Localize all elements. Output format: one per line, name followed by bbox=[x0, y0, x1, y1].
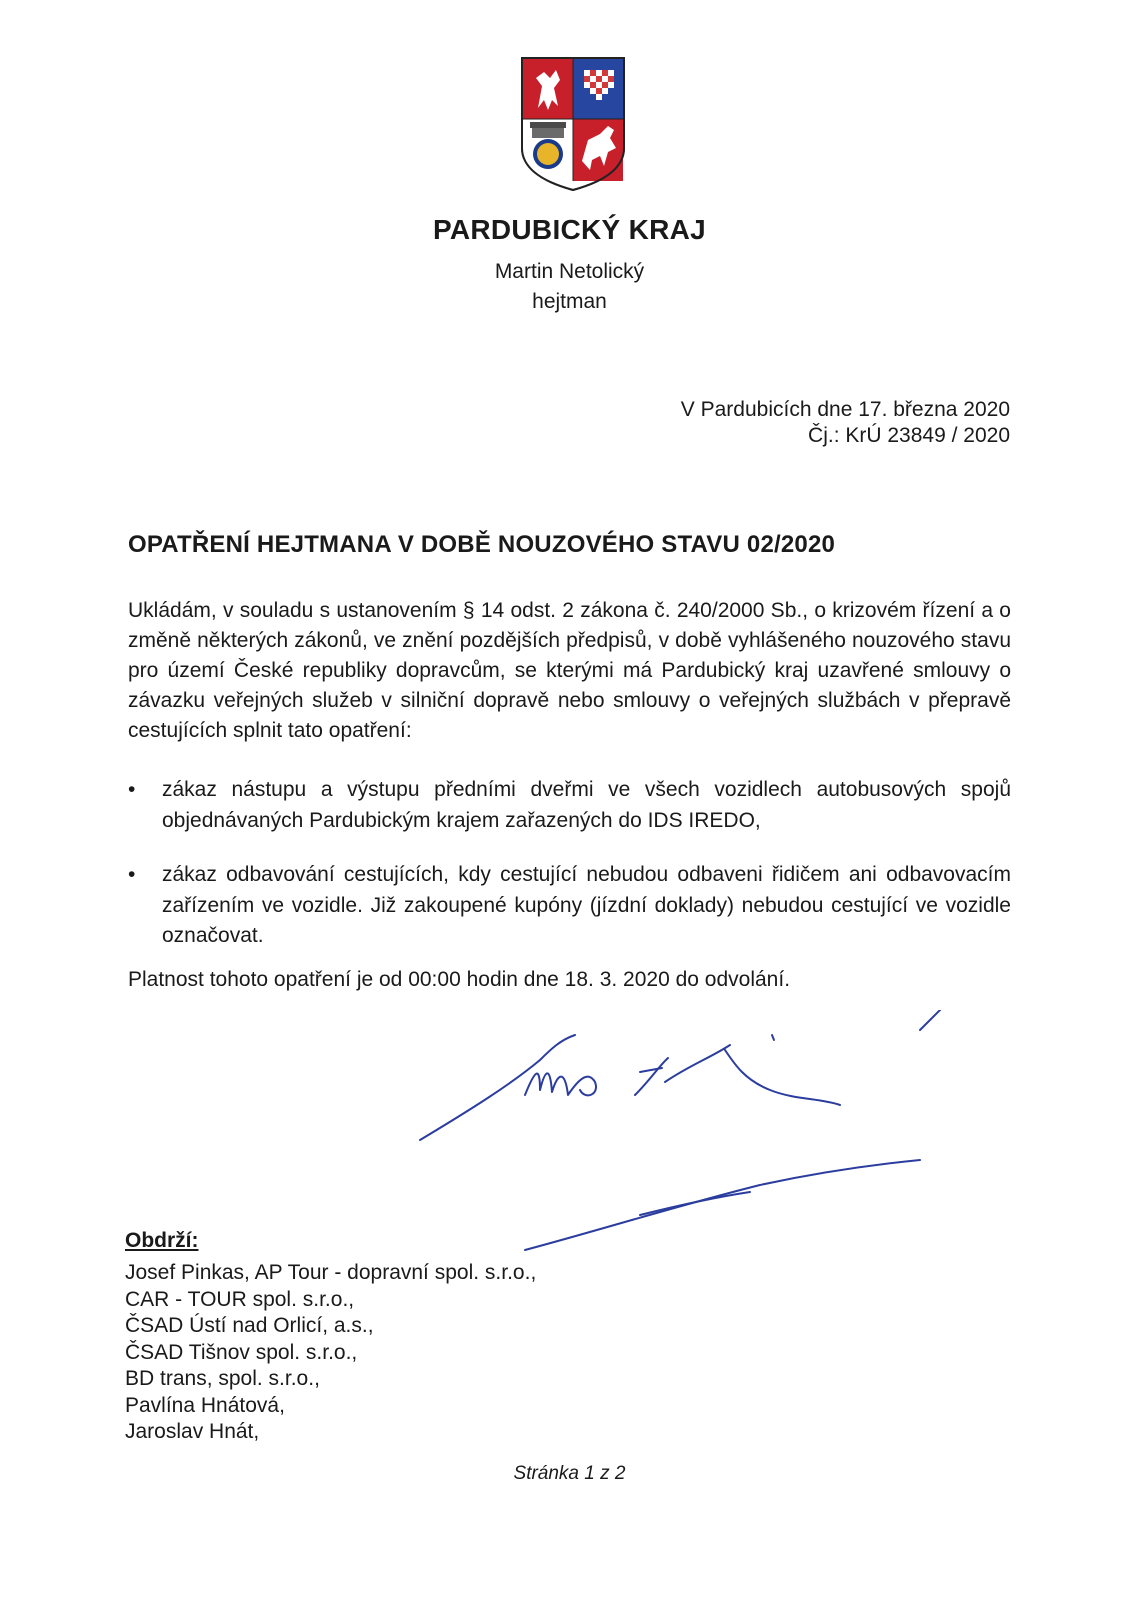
recipients-list bbox=[125, 1260, 536, 1446]
official-role: hejtman bbox=[532, 290, 607, 313]
measure-text: zákaz nástupu a výstupu předními dveřmi ve všech vozidlech autobusových spojů objednávaných Pardubickým krajem zařazených do IDS IREDO, bbox=[162, 778, 1011, 832]
recipient-item: Josef Pinkas, AP Tour - dopravní spol. s.r.o., bbox=[125, 1261, 537, 1284]
official-name: Martin Netolický bbox=[494, 260, 645, 283]
organization-name: PARDUBICKÝ KRAJ bbox=[432, 214, 707, 245]
recipient-item: CAR - TOUR spol. s.r.o., bbox=[125, 1287, 355, 1311]
recipient-item: ČSAD Ústí nad Orlicí, a.s., bbox=[125, 1314, 374, 1337]
recipient-item: Pavlína Hnátová, bbox=[125, 1393, 285, 1417]
validity-statement: Platnost tohoto opatření je od 00:00 hodin dne 18. 3. 2020 do odvolání. bbox=[128, 968, 791, 991]
reference-number: Čj.: KrÚ 23849 / 2020 bbox=[808, 424, 1010, 447]
handwritten-signature bbox=[400, 1010, 970, 1260]
recipient-item: BD trans, spol. s.r.o., bbox=[125, 1367, 320, 1390]
recipient-item: ČSAD Tišnov spol. s.r.o., bbox=[125, 1340, 358, 1364]
document-heading: OPATŘENÍ HEJTMANA V DOBĚ NOUZOVÉHO STAVU 02/2020 bbox=[128, 531, 836, 558]
recipients-title: Obdrží: bbox=[125, 1229, 199, 1252]
bullet-icon: • bbox=[128, 778, 136, 801]
coat-of-arms-icon bbox=[520, 56, 626, 192]
recipient-item: Jaroslav Hnát, bbox=[125, 1420, 260, 1443]
intro-paragraph: Ukládám, v souladu s ustanovením § 14 odst. 2 zákona č. 240/2000 Sb., o krizovém řízení a o změně některých zákonů, ve znění pozdějších předpisů, v době vyhlášeného nouzového stavu pro území České republiky dopravcům, se kterými má Pardubický kraj uzavřené smlouvy o závazku veřejných služeb v silniční dopravě nebo smlouvy o veřejných službách v přepravě cestujících splnit tato opatření: bbox=[128, 599, 1011, 742]
bullet-icon: • bbox=[128, 863, 136, 886]
date-line: V Pardubicích dne 17. března 2020 bbox=[680, 398, 1010, 421]
measure-text: zákaz odbavování cestujících, kdy cestující nebudou odbaveni řidičem ani odbavovacím zařízením ve vozidle. Již zakoupené kupóny (jízdní doklady) nebudou cestující ve vozidle označovat. bbox=[162, 863, 1011, 947]
page-number: Stránka 1 z 2 bbox=[513, 1463, 626, 1484]
